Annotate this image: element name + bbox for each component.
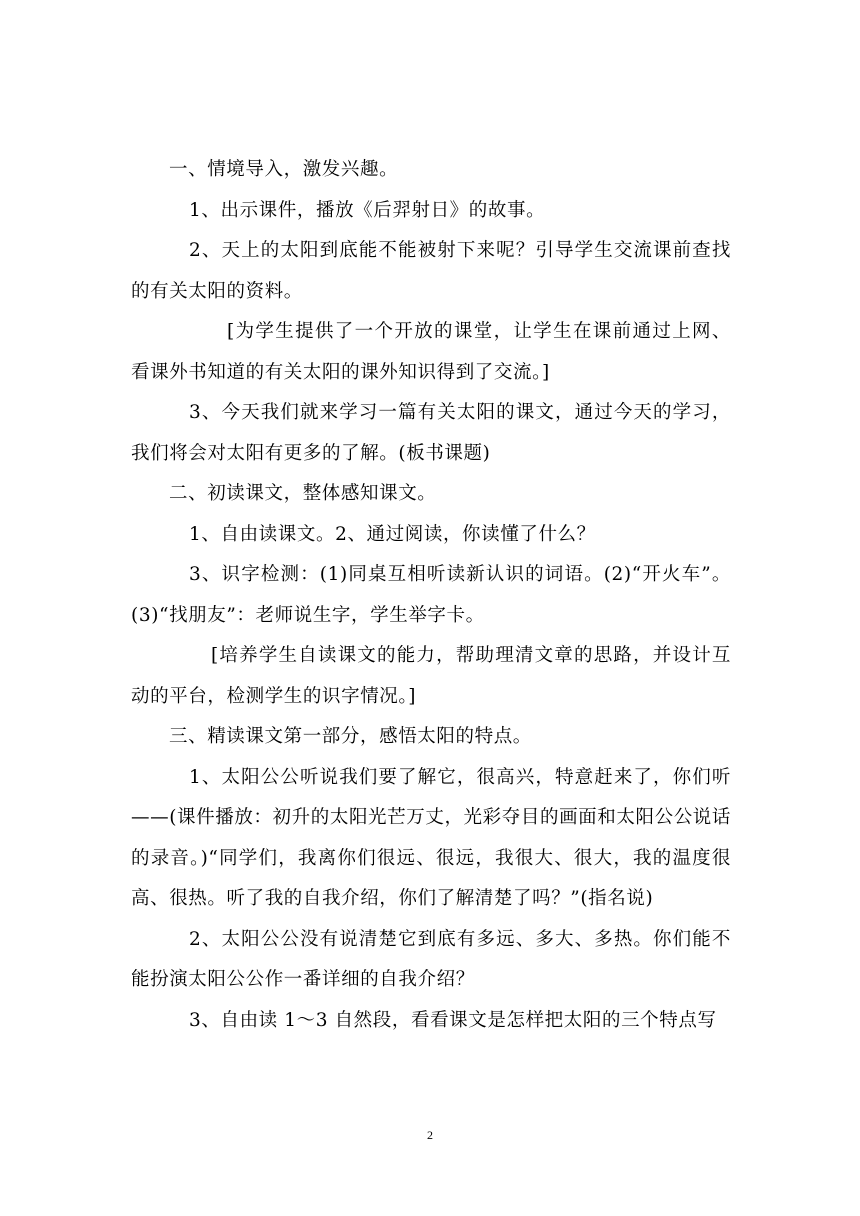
section-heading-2: 二、初读课文，整体感知课文。 <box>169 483 437 504</box>
paragraph-item: 3、今天我们就来学习一篇有关太阳的课文，通过今天的学习，我们将会对太阳有更多的了解。(板书课题) <box>131 402 731 464</box>
paragraph-item: 2、太阳公公没有说清楚它到底有多远、多大、多热。你们能不能扮演太阳公公作一番详细的自我介绍？ <box>131 928 731 990</box>
paragraph-item: 1、太阳公公听说我们要了解它，很高兴，特意赶来了，你们听——(课件播放：初升的太阳光芒万丈，光彩夺目的画面和太阳公公说话的录音。)“同学们，我离你们很远、很远，我很大、很大，我的温度很高、很热。听了我的自我介绍，你们了解清楚了吗？”(指名说) <box>131 766 731 909</box>
paragraph-item: 1、出示课件，播放《后羿射日》的故事。 <box>189 199 546 221</box>
paragraph-item: 3、自由读 1～3 自然段，看看课文是怎样把太阳的三个特点写 <box>189 1009 717 1031</box>
section-heading-1: 一、情境导入，激发兴趣。 <box>169 159 399 180</box>
document-body <box>131 150 731 1041</box>
section-heading-3: 三、精读课文第一部分，感悟太阳的特点。 <box>169 726 532 747</box>
paragraph-item: 3、识字检测：(1)同桌互相听读新认识的词语。(2)“开火车”。(3)“找朋友”：老师说生字，学生举字卡。 <box>131 564 731 626</box>
paragraph-item: 1、自由读课文。2、通过阅读，你读懂了什么？ <box>189 523 596 545</box>
page-number: 2 <box>427 1128 433 1142</box>
teaching-note: [培养学生自读课文的能力，帮助理清文章的思路，并设计互动的平台，检测学生的识字情况。] <box>131 645 731 707</box>
teaching-note: [为学生提供了一个开放的课堂，让学生在课前通过上网、看课外书知道的有关太阳的课外知识得到了交流。] <box>131 321 731 383</box>
paragraph-item: 2、天上的太阳到底能不能被射下来呢？引导学生交流课前查找的有关太阳的资料。 <box>131 240 731 302</box>
